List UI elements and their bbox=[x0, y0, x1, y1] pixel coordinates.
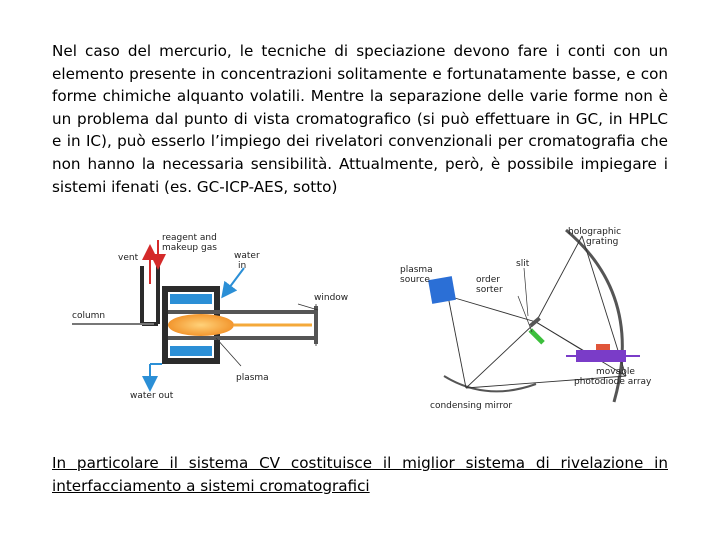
reagent-label-2: makeup gas bbox=[162, 243, 217, 253]
water-out-label: water out bbox=[130, 391, 174, 401]
water-in-label-1: water bbox=[234, 251, 260, 261]
intro-paragraph: Nel caso del mercurio, le tecniche di speciazione devono fare i conti con un elemento presente in concentrazioni solitamente e fortunatamente basse, e con forme chimiche alquanto volatili. Mentre la separazione delle varie forme non è un problema dal punto di vista cromatografico (si può effettuare in GC, in HPLC e in IC), può esserlo l’impiego dei rivelatori convenzionali per cromatografia che non hanno la necessaria sensibilità. Attualmente, però, è possibile impiegare i sistemi ifenati (es. GC-ICP-AES, sotto) bbox=[52, 42, 668, 196]
reagent-label-1: reagent and bbox=[162, 233, 217, 243]
water-in-arrow bbox=[226, 268, 244, 292]
order-sorter bbox=[529, 328, 545, 344]
vent-tube bbox=[140, 266, 144, 324]
photodiode-label-2: photodiode array bbox=[574, 377, 652, 387]
slit-label: slit bbox=[516, 259, 530, 269]
vent-label: vent bbox=[118, 253, 139, 263]
grating-label-2: grating bbox=[586, 237, 619, 247]
photodiode-label-1: movable bbox=[596, 367, 635, 377]
plasma-source-box bbox=[428, 276, 456, 304]
gc-icp-aes-diagram bbox=[66, 226, 666, 418]
water-in-label-2: in bbox=[238, 261, 247, 271]
order-sorter-label-2: sorter bbox=[476, 285, 503, 295]
photodiode-array bbox=[576, 350, 626, 362]
plasma-source-label-1: plasma bbox=[400, 265, 433, 275]
column-line bbox=[72, 323, 154, 325]
plasma-source-label-2: source bbox=[400, 275, 430, 285]
plasma-flame bbox=[168, 314, 234, 336]
vent-tube-2 bbox=[156, 266, 160, 324]
condensing-mirror-label: condensing mirror bbox=[430, 401, 513, 411]
column-label: column bbox=[72, 311, 106, 321]
order-sorter-label-1: order bbox=[476, 275, 500, 285]
conclusion-paragraph: In particolare il sistema CV costituisce il miglior sistema di rivelazione in interfacciamento a sistemi cromatografici bbox=[52, 454, 668, 495]
grating-label-1: holographic bbox=[568, 227, 622, 237]
spectrometer bbox=[400, 227, 652, 411]
plasma-torch bbox=[72, 233, 348, 401]
slit bbox=[529, 317, 541, 328]
plasma-label: plasma bbox=[236, 373, 269, 383]
window-label: window bbox=[314, 293, 349, 303]
